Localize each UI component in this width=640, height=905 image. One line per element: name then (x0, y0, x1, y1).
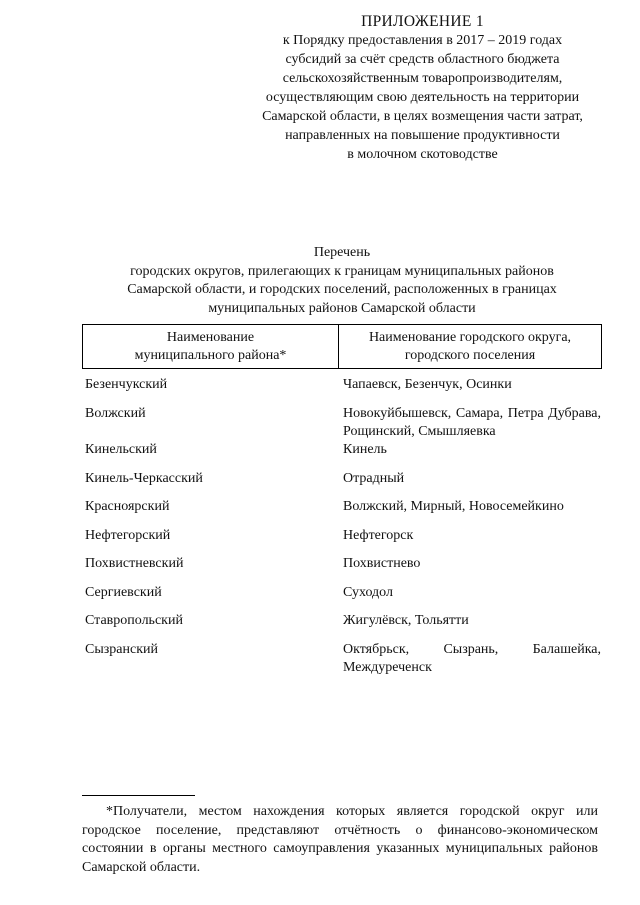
settlement-cell: Чапаевск, Безенчук, Осинки (343, 377, 512, 392)
appendix-line: Самарской области, в целях возмещения части затрат, (262, 109, 583, 124)
settlement-cell: Новокуйбышевск, Самара, Петра Дубрава, Рощинский, Смышляевка (343, 406, 601, 439)
district-cell: Кинель-Черкасский (85, 471, 203, 486)
district-cell: Сызранский (85, 642, 158, 657)
list-heading-line: городских округов, прилегающих к границам муниципальных районов (130, 263, 554, 279)
table-row (82, 612, 602, 641)
settlement-column-header (339, 325, 601, 368)
header-line: городского поселения (404, 347, 536, 363)
table-body (82, 376, 602, 677)
settlement-cell: Нефтегорск (343, 528, 414, 543)
list-heading-line: муниципальных районов Самарской области (208, 300, 476, 316)
table-header (82, 324, 602, 369)
table-row (82, 441, 602, 470)
district-cell: Сергиевский (85, 585, 162, 600)
list-title: Перечень (313, 245, 371, 260)
settlement-cell: Кинель (343, 442, 387, 457)
settlement-cell: Волжский, Мирный, Новосемейкино (343, 499, 564, 514)
table-row (82, 527, 602, 555)
appendix-title: ПРИЛОЖЕНИЕ 1 (361, 13, 484, 30)
appendix-line: в молочном скотоводстве (347, 147, 498, 162)
district-cell: Нефтегорский (85, 528, 171, 543)
appendix-line: направленных на повышение продуктивности (285, 128, 560, 143)
appendix-line: осуществляющим свою деятельность на территории (265, 90, 580, 105)
settlement-cell: Жигулёвск, Тольятти (343, 613, 469, 628)
table-row (82, 498, 602, 527)
list-heading (82, 244, 602, 318)
district-cell: Кинельский (85, 442, 157, 457)
table-row (82, 470, 602, 498)
district-column-header (83, 325, 339, 368)
table-row (82, 641, 602, 677)
appendix-line: сельскохозяйственным товаропроизводителям, (282, 71, 563, 86)
footnote: *Получатели, местом нахождения которых является городской округ или городское поселение, представляют отчётность о финансово-экономическом состоянии в органы местного самоуправления указанных муниципальных районов Самарской области. (82, 804, 598, 875)
list-heading-line: Самарской области, и городских поселений, расположенных в границах (127, 282, 557, 297)
settlement-cell: Суходол (343, 585, 393, 600)
table-row (82, 555, 602, 584)
footnote-divider (82, 795, 195, 796)
district-cell: Безенчукский (85, 377, 168, 392)
district-cell: Волжский (85, 406, 146, 421)
table-row (82, 376, 602, 405)
table-row (82, 405, 602, 441)
district-cell: Ставропольский (85, 613, 183, 628)
appendix-header (230, 12, 615, 164)
appendix-line: к Порядку предоставления в 2017 – 2019 годах (282, 33, 563, 48)
settlement-cell: Отрадный (343, 471, 405, 486)
appendix-line: субсидий за счёт средств областного бюджета (285, 52, 560, 67)
table-row (82, 584, 602, 612)
header-line: Наименование городского округа, (368, 329, 572, 345)
district-cell: Красноярский (85, 499, 170, 514)
settlement-cell: Похвистнево (343, 556, 421, 571)
district-cell: Похвистневский (85, 556, 184, 571)
settlement-cell: Октябрьск, Сызрань, Балашейка, Междуреченск (343, 642, 601, 675)
header-line: муниципального района* (134, 347, 287, 363)
header-line: Наименование (166, 329, 255, 345)
